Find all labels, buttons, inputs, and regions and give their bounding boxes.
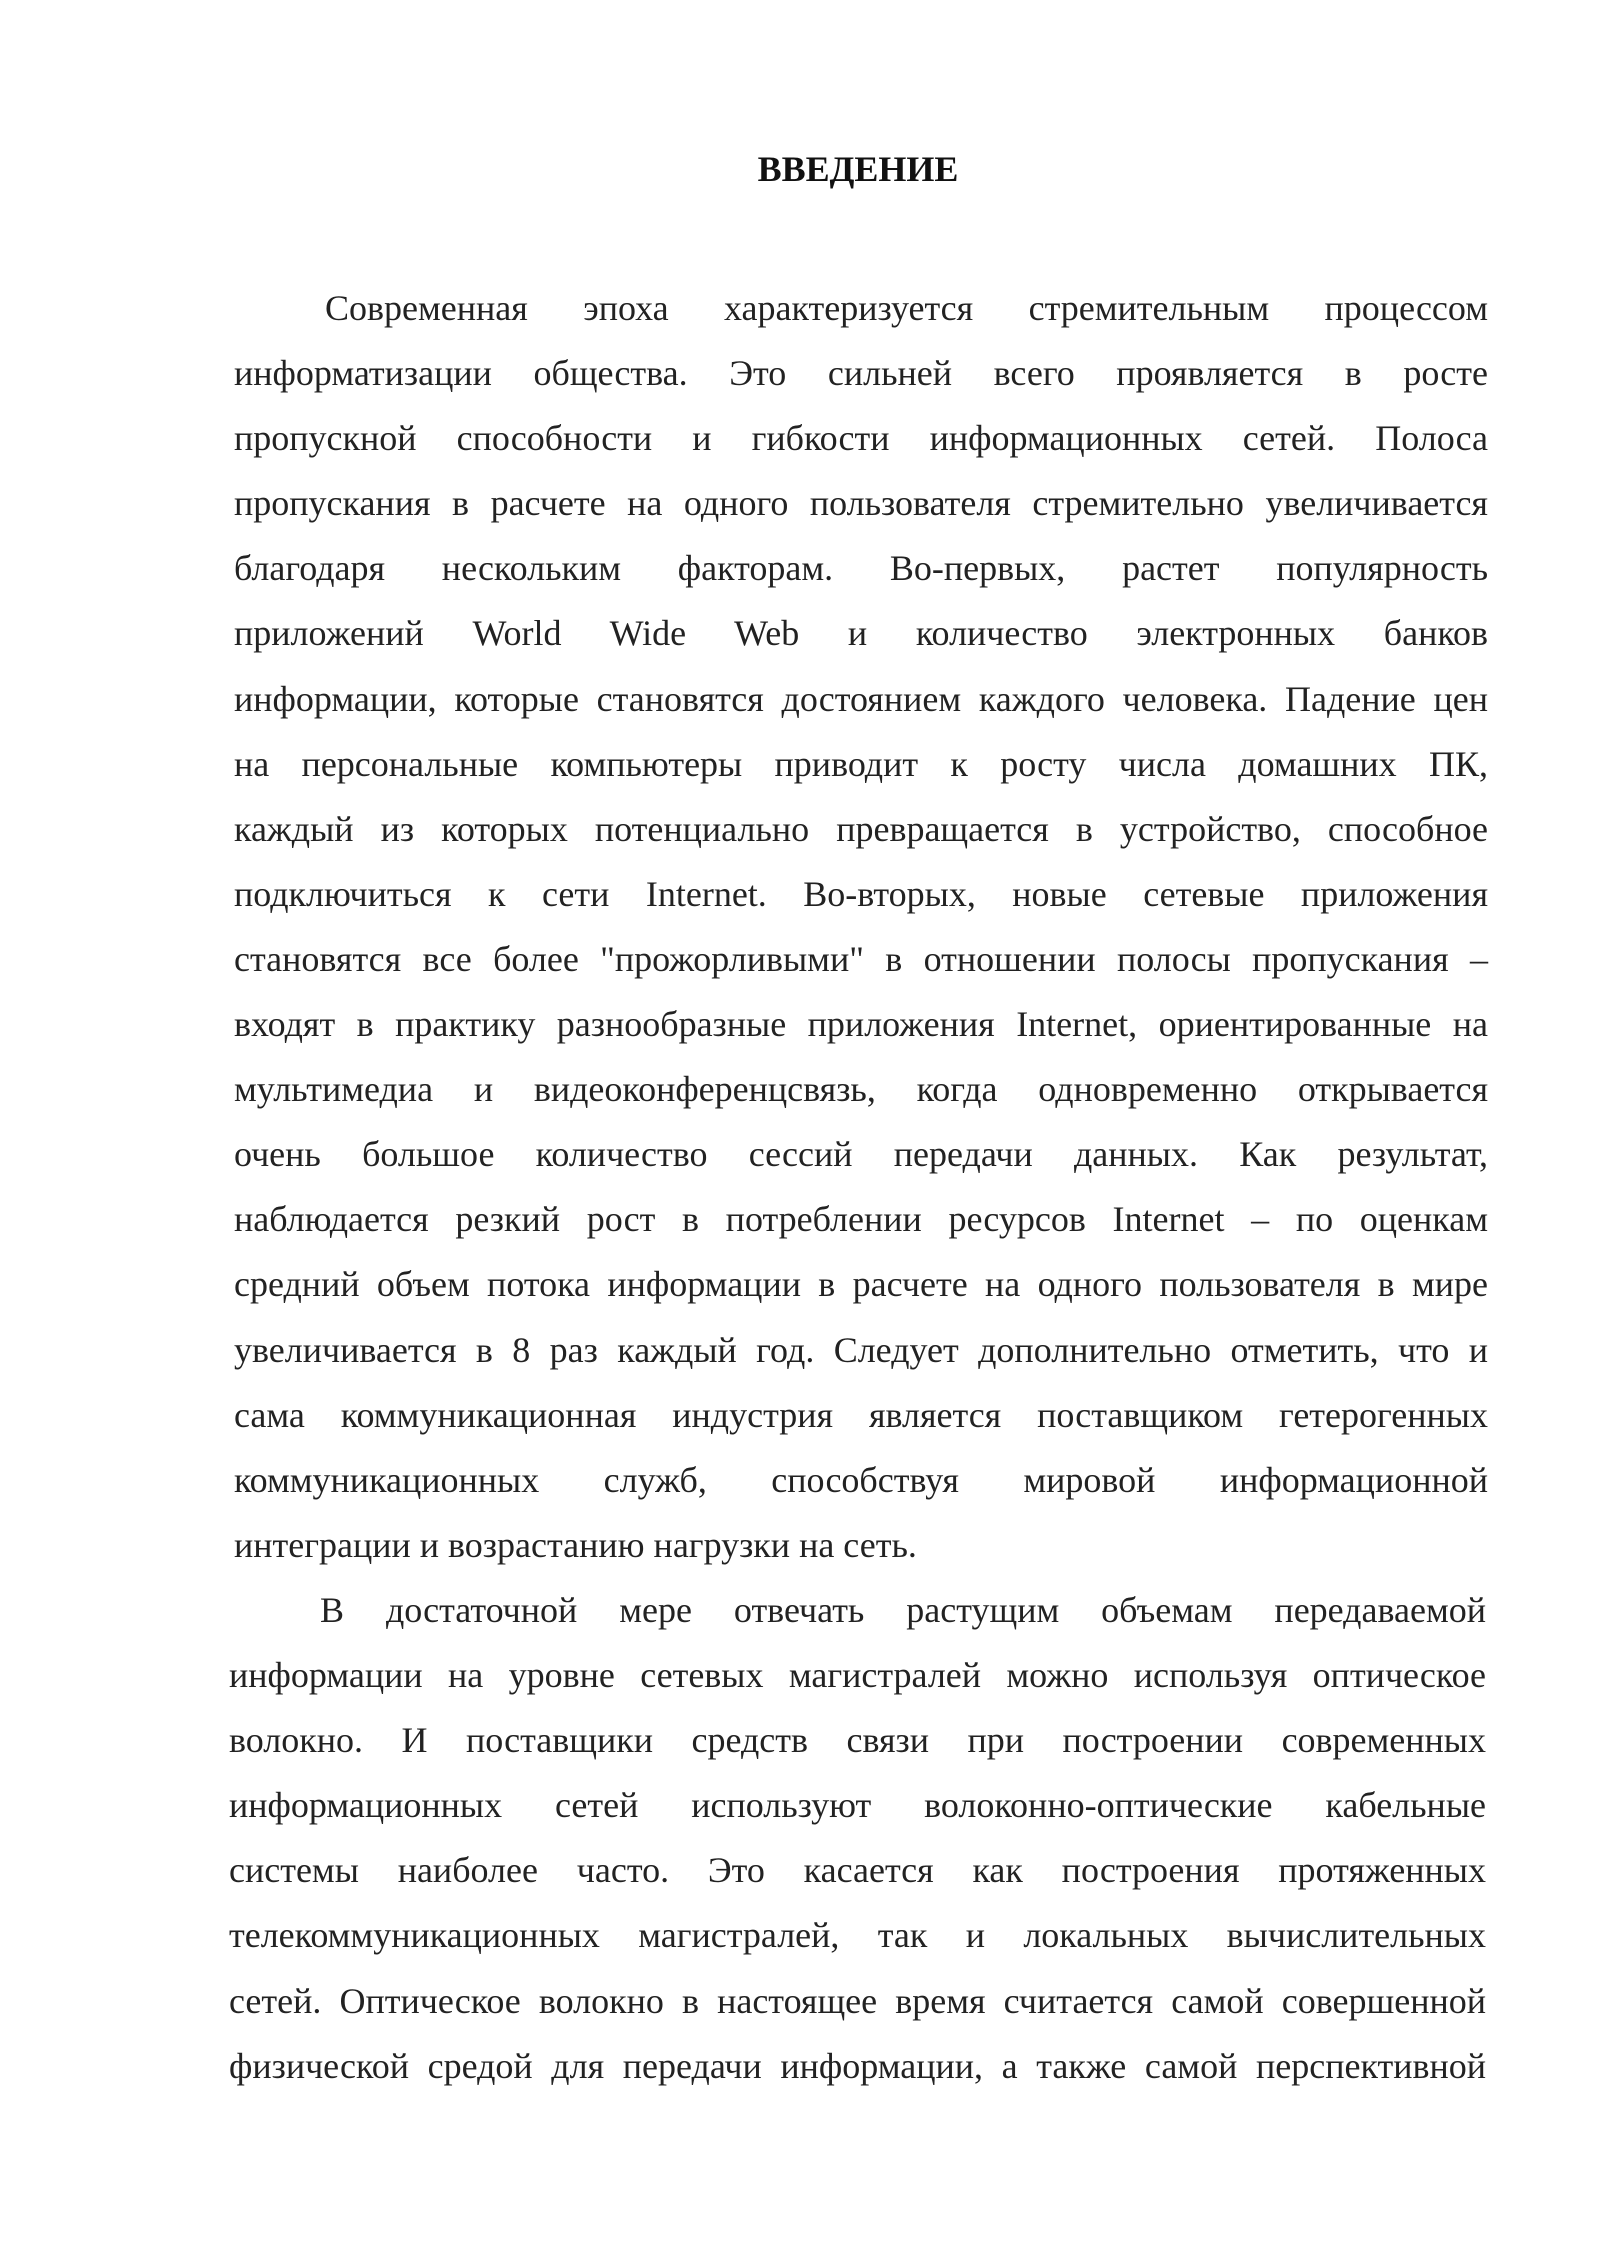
paragraph-line: коммуникационных служб, способствуя мировой информационной <box>234 1459 1488 1500</box>
paragraph-2 <box>229 1578 1486 2099</box>
paragraph-line: системы наиболее часто. Это касается как построения протяженных <box>229 1850 1486 1891</box>
paragraph-line: очень большое количество сессий передачи данных. Как результат, <box>234 1134 1488 1175</box>
paragraph-line: благодаря нескольким факторам. Во-первых, растет популярность <box>234 548 1488 589</box>
paragraph-line: пропускной способности и гибкости информационных сетей. Полоса <box>234 418 1488 459</box>
paragraph-line: информации, которые становятся достоянием каждого человека. Падение цен <box>234 678 1488 719</box>
paragraph-line: на персональные компьютеры приводит к росту числа домашних ПК, <box>234 743 1488 784</box>
paragraph-line: интеграции и возрастанию нагрузки на сеть. <box>234 1524 917 1565</box>
paragraph-line: физической средой для передачи информации, а также самой перспективной <box>229 2045 1486 2086</box>
paragraph-line: В достаточной мере отвечать растущим объемам передаваемой <box>320 1590 1486 1630</box>
paragraph-line: увеличивается в 8 раз каждый год. Следует дополнительно отметить, что и <box>234 1329 1488 1370</box>
paragraph-line: информации на уровне сетевых магистралей можно используя оптическое <box>229 1655 1486 1696</box>
paragraph-line: входят в практику разнообразные приложения Internet, ориентированные на <box>234 1004 1488 1045</box>
paragraph-line: волокно. И поставщики средств связи при построении современных <box>229 1720 1486 1761</box>
paragraph-line: сама коммуникационная индустрия является поставщиком гетерогенных <box>234 1394 1488 1435</box>
paragraph-line: подключиться к сети Internet. Во-вторых, новые сетевые приложения <box>234 873 1488 914</box>
paragraph-line: каждый из которых потенциально превращается в устройство, способное <box>234 808 1488 849</box>
paragraph-line: мультимедиа и видеоконференцсвязь, когда одновременно открывается <box>234 1069 1488 1110</box>
paragraph-line: Современная эпоха характеризуется стремительным процессом <box>325 288 1488 328</box>
paragraph-line: телекоммуникационных магистралей, так и локальных вычислительных <box>229 1915 1486 1956</box>
paragraph-line: информационных сетей используют волоконно-оптические кабельные <box>229 1785 1486 1826</box>
paragraph-line: пропускания в расчете на одного пользователя стремительно увеличивается <box>234 483 1488 524</box>
paragraph-line: сетей. Оптическое волокно в настоящее время считается самой совершенной <box>229 1980 1486 2021</box>
paragraph-line: информатизации общества. Это сильней всего проявляется в росте <box>234 353 1488 394</box>
paragraph-1 <box>234 276 1488 1578</box>
paragraph-line: становятся все более "прожорливыми" в отношении полосы пропускания – <box>234 938 1488 979</box>
paragraph-line: наблюдается резкий рост в потреблении ресурсов Internet – по оценкам <box>234 1199 1488 1240</box>
paragraph-line: приложений World Wide Web и количество электронных банков <box>234 613 1488 654</box>
paragraph-line: средний объем потока информации в расчете на одного пользователя в мире <box>234 1264 1488 1305</box>
page-title: ВВЕДЕНИЕ <box>757 149 959 189</box>
